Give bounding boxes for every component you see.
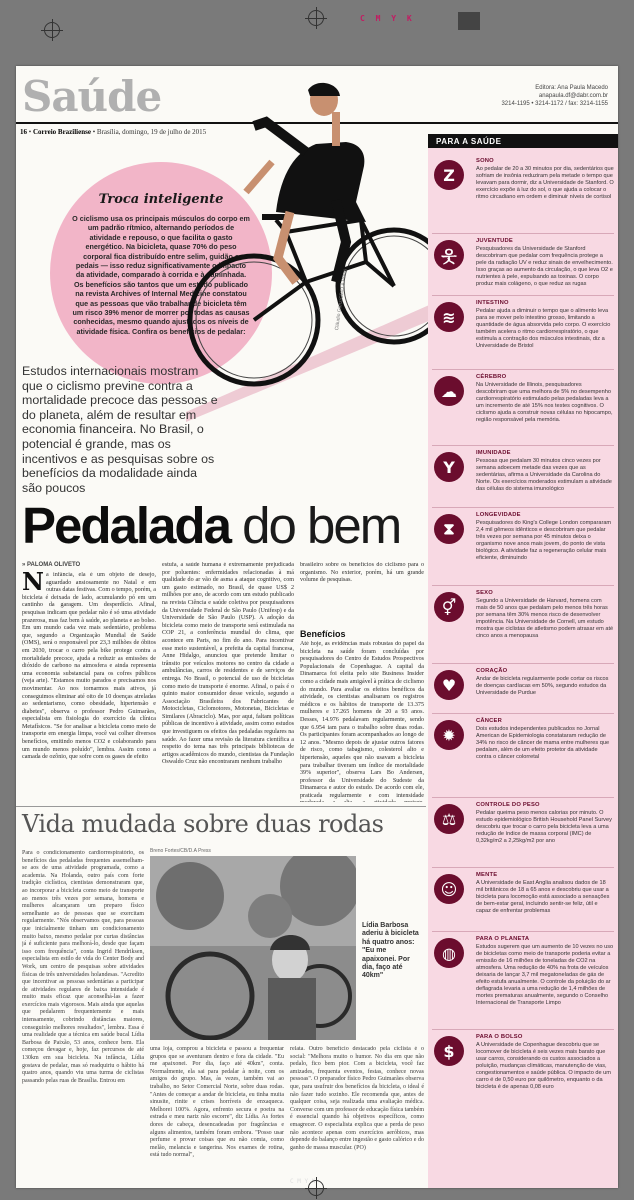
sidebar-item-text: Estudos sugerem que um aumento de 10 vezes no uso de bicicletas como meio de transporte poderia evitar a emissão de 16 milhões de toneladas de CO2 na atmosfera. Uma redução de 40% na frota de veículos deixaria de lançar 3,7 mil megatoneladas de gás de efeito estufa anualmente. O controle da poluição do ar deflagrada levaria a uma redução de 1,4 milhões de mortes prematuras anualmente, segundo o Conselho Internacional de Transporte Limpo: [476, 944, 614, 1006]
sidebar-item-title: SONO: [476, 158, 494, 164]
bottom-column-1: Para o condicionamento cardiorrespiratório, os benefícios das pedaladas frequentes assemelham-se aos de uma atividade programada, como a academia. Na Holanda, outro país com forte tradição ciclística, cientistas demonstraram que, ao incorporar a bicicleta como meio de transporte ao menos três vezes por semana, homens e mulheres alcançaram um preparo físico semelhante ao de pessoas que se exercitam regularmente. "Nós observamos que, para pessoas que inicialmente tinham um condicionamento muito baixo, mesmo pedalar por curtas distâncias já é suficiente para melhorá-lo, desde que façam isso com frequência", conta Ingrid Hendriksen, especialista em estilo de vida do Center Body and Work, um centro de pesquisas sobre atividades físicas de três universidades holandesas. "Acredito que incentivar as pessoas sedentárias a participar de atividades regulares de baixa intensidade é muito mais eficaz que aconselhá-las a fazer exercícios mais vigorosos. Mais ainda que aquelas que pedalarem frequentemente e mais intensamente, cobrindo distâncias maiores, conseguirão melhores resultados", lembra. Essa é uma realidade que a técnica em saúde bucal Lídia Barbosa de Paixão, 53 anos, conhece bem. Ela começou devagar e, hoje, faz percursos de até 130km em sua bicicleta. Na infância, Lídia gostava de pedalar, mas só readquiriu o hábito há quatro anos, quando viu uma turma de ciclistas passando pelas ruas de Brasília. Entrou em: [22, 850, 144, 1084]
sleep-icon: Z: [434, 160, 464, 190]
editor-name: Editora: Ana Paula Macedo: [535, 85, 608, 91]
headline-bold: Pedalada: [22, 497, 230, 554]
registration-mark-icon: [44, 22, 60, 38]
cyclist-photo: [150, 856, 356, 1040]
cmyk-mark: C M Y K: [360, 14, 415, 23]
body-column-3b: Até hoje, as evidências mais robustas do papel da bicicleta na saúde foram concluídas por pesquisadores do Centro de Estudos Prospectivos Populacionais de Copenhague. A capital da Dinamarca foi eleita pelo site Business Insider como a cidade mais amigável à prática de ciclismo do mundo. Para avaliar os efeitos benéficos da atividade, os cientistas analisaram os registros médicos e os hábitos de transporte de 13.375 mulheres e 17.265 homens de 20 a 93 anos. Desses, 14.976 pedalavam regularmente, sendo que 6.954 iam para o trabalho sobre duas rodas. Os participantes foram acompanhados ao longo de 12 anos. "Mesmo depois de ajustar outros fatores de risco, como tabagismo, colesterol alto e hipertensão, aqueles que não usavam a bicicleta para trabalhar tiveram um índice de mortalidade 39% superior", observa Lars Bo Andersen, professor da Universidade do Sudeste da Dinamarca e autor do estudo. De acordo com ele, praticada regularmente e com intensidade: [300, 641, 424, 799]
photo-credit: Breno Fortes/CB/D.A Press: [150, 848, 211, 854]
illustration-credit: Cláudio Ganz/CB/D.A Press: [334, 268, 349, 331]
sidebar-item-text: Pedalar queima peso menos calorias por minuto. O estudo epidemiológico British Household Panel Survey descobriu que trocar o carro pela bicicleta leva a uma redução de índice de massa corporal (IMC) de 0,32kg/m2 a 2,25kg/m2 por ano: [476, 810, 612, 844]
page-number: 16: [20, 128, 27, 136]
hourglass-icon: ⧗: [434, 514, 464, 544]
sidebar-item-title: INTESTINO: [476, 300, 509, 306]
bottom-column-2: uma loja, comprou a bicicleta e passou a frequentar grupos que se aventuram dentro e fora da cidade. "Eu me apaixonei. Por dia, faço até 40km", conta. Normalmente, ela sai para pedalar à noite, com os amigos do grupo. Mas, às vezes, também vai ao trabalho, no Setor Comercial Norte, sobre duas rodas. "Antes de começar a andar de bicicleta, eu tinha muita sinusite, rinite e crises horríveis de enxaqueca. Melhorei 100%. Agora, enfrento secura e poeira na estrada e meu nariz não escorre", diz Lídia. As fortes dores de cabeça, desencadeadas por fragrâncias e alguns alimentos, também foram embora. "Posso usar perfume e provar coisas que eu não comia, como melão, melancia e tangerina. Nos exames de rotina, está tudo normal",: [150, 1046, 284, 1159]
sidebar-item-title: PARA O BOLSO: [476, 1034, 523, 1040]
bottom-column-3: relata. Outro benefício destacado pela ciclista é o social: "Melhora muito o humor. No dia em que não pedalo, fico bem pior. Com a bicicleta, você faz amizades, frequenta eventos, festas, conhece novas pessoas". O preparador físico Pedro Guimarães observa que, para usufruir dos benefícios da bicicleta, o ideal é não fazer tudo sozinho. Ele recomenda que, antes de qualquer coisa, seja realizada uma avaliação médica. Converse com um professor de educação física também é essencial quando há objetivos específicos, como emagrecer. O especialista explica que a perda de peso não acontece apenas com exercícios aeróbicos, mas depende do balanço entre ingestão e gasto calórico e do ganho de massa muscular. (PO): [290, 1046, 424, 1151]
brain-icon: ☁: [434, 376, 464, 406]
heart-icon: ♥: [434, 670, 464, 700]
circle-title: Troca inteligente: [98, 192, 224, 207]
antibody-icon: Y: [434, 452, 464, 482]
editor-info: [501, 84, 608, 108]
sidebar-item-title: MENTE: [476, 872, 498, 878]
intestine-icon: ≋: [434, 302, 464, 332]
sidebar-item-title: CÉREBRO: [476, 374, 507, 380]
photo-image: [150, 856, 356, 1040]
byline: » PALOMA OLIVETO: [22, 562, 81, 568]
sidebar-divider: [432, 931, 614, 932]
column-text: a infância, ela é um objeto de desejo, aguardado ansiosamente no Natal e em outras datas festivas. Com o tempo, porém, a bicicleta é deixada de lado, acumulando pó em um cantinho da garagem. Um desperdício. Afinal, pesquisas indicam que pedalar não é só uma atividade prazerosa, mas faz bem à saúde, ao planeta e ao bolso. Em um mundo cada vez mais sedentário, problema que, segundo a Organização Mundial de Saúde (OMS), será o responsável por 23,3 milhões de óbitos em 2030, trocar o carro pela bike protege contra a mortalidade precoce, ajuda a reduzir as emissões de dióxido de carbono na atmosfera e ainda representa uma economia substancial para os cofres públicos (veja arte). "Estamos muito parados e precisamos nos movimentar. Ao nos tornarmos mais ativos, já conseguimos eliminar até oito de 10 doenças atreladas ao sedentarismo, como obesidade, hipertensão e diabetes", observa o professor Pedro Guimarães, especialista em fisiologia do exercício da clínica Metafísicos. "Se for analisar a bicicleta como meio de transporte em energia limpa, você vai colher diversos benefícios, emitindo menos CO2 e colaborando para um mundo menos poluído", lembra. Assim como a camada de ozônio, que sofre com os gases de efeito: [22, 572, 156, 761]
sidebar-divider: [432, 867, 614, 868]
cyclist-illustration: [186, 82, 436, 422]
scale-icon: ⚖: [434, 804, 464, 834]
footer-cmyk-mark: C M Y K: [290, 1178, 316, 1185]
editor-email: anapaula.df@dabr.com.br: [538, 93, 608, 99]
page-header: 16 • Correio Braziliense • Brasília, domingo, 19 de julho de 2015: [20, 128, 207, 136]
sidebar-divider: [432, 233, 614, 234]
drop-cap: N: [22, 572, 44, 596]
editor-phones: 3214-1195 • 3214-1172 / fax: 3214-1155: [501, 101, 608, 107]
person-icon: 웃: [434, 240, 464, 270]
newspaper-name: Correio Braziliense: [32, 128, 91, 136]
sidebar-divider: [432, 585, 614, 586]
subhead: Benefícios: [300, 629, 346, 639]
sidebar-item-title: IMUNIDADE: [476, 450, 511, 456]
color-swatch: [458, 12, 480, 30]
section-title: Saúde: [22, 72, 162, 121]
sidebar-item-title: JUVENTUDE: [476, 238, 513, 244]
sidebar-item-title: CONTROLE DO PESO: [476, 802, 540, 808]
sidebar-divider: [432, 295, 614, 296]
sidebar-item-text: A Universidade de Copenhague descobriu que se locomover de bicicleta é seis vezes mais barato que usar carros, considerando os custos associados a poluição, mudanças climáticas, manutenção de vias, congestionamentos e saúde pública. O impacto de um carro é de 0,50 euro por quilômetro, enquanto o da bicicleta é de apenas 0,08 euro: [476, 1042, 611, 1090]
bottom-story-title: Vida mudada sobre duas rodas: [22, 810, 384, 838]
headline-light: do bem: [229, 497, 401, 554]
body-column-1: [22, 572, 156, 802]
sidebar-item-title: LONGEVIDADE: [476, 512, 521, 518]
sidebar-item-text: Pesquisadores do King's College London compararam 2,4 mil gêmeos idênticos e descobriram que pedalar três vezes por semana por 45 minutos deixa o organismo nove anos mais jovem, do ponto de vista biológico. A atividade faz a regeneração celular mais eficiente, diminuindo: [476, 520, 612, 561]
dateline: Brasília, domingo, 19 de julho de 2015: [96, 128, 207, 136]
registration-mark-icon: [308, 10, 324, 26]
headline: [22, 496, 400, 555]
sidebar-item-text: Pessoas que pedalam 30 minutos cinco vezes por semana adoecem metade das vezes que as sedentárias, afirma a Universidade da Carolina do Norte. Os exercícios moderados estimulam a atividade das células do sistema imunológico: [476, 458, 612, 492]
lede: Estudos internacionais mostram que o ciclismo previne contra a mortalidade precoce das pessoas e do planeta, além de resultar em economia financeira. No Brasil, o potencial é grande, mas os incentivos e as pesquisas sobre os benefícios da modalidade ainda são poucos: [22, 364, 218, 495]
sidebar-divider: [432, 369, 614, 370]
section-divider: [16, 806, 426, 807]
virus-icon: ✹: [434, 720, 464, 750]
sidebar-item-text: A Universidade de East Anglia analisou dados de 18 mil britânicos de 18 a 65 anos e descobriu que usar a bicicleta para locomoção está associado a sensações de bem-estar geral, incluindo sentir-se feliz, útil e capaz de enfrentar problemas: [476, 880, 610, 914]
globe-icon: ◍: [434, 938, 464, 968]
sidebar-divider: [432, 445, 614, 446]
sidebar-item-text: Pesquisadores da Universidade de Stanford descobriram que pedalar com frequência protege a pele da radiação UV e reduz sinais de envelhecimento. Isso graças ao aumento da circulação, o que leva O2 e nutrientes à pele, expulsando as toxinas. O corpo produz mais colágeno, o que reduz as rugas: [476, 246, 613, 287]
smile-icon: ☺: [434, 874, 464, 904]
health-sidebar: [428, 134, 618, 1188]
money-icon: $: [434, 1036, 464, 1066]
sidebar-item-text: Ao pedalar de 20 a 30 minutos por dia, sedentários que sofriam de insônia reduziram pela metade o tempo que levavam para dormir, diz a Universidade de Stanford. O exercício expõe à luz do sol, o que ajuda a colocar o ritmo circadiano em ordem e diminuir níveis de cortisol: [476, 166, 614, 200]
sidebar-item-text: Dois estudos independentes publicados no Jornal American de Epidemiologia constataram redução de 34% no risco de câncer de mama entre mulheres que pedalam, além de um efeito protetor da atividade contra o câncer colorretal: [476, 726, 610, 760]
photo-caption: Lídia Barbosa aderiu à bicicleta há quatro anos: "Eu me apaixonei. Por dia, faço até 40km": [362, 922, 419, 980]
sidebar-item-text: Pedalar ajuda a diminuir o tempo que o alimento leva para se mover pelo intestino grosso, limitando a quantidade de água absorvida pelo corpo. O exercício também acelera o ritmo cardiorrespiratório, o que estimula a contração dos músculos intestinais, diz a Universidade de Bristol: [476, 308, 611, 349]
registration-mark-icon: [308, 1180, 324, 1196]
sidebar-item-title: CORAÇÃO: [476, 668, 508, 674]
circle-text: O ciclismo usa os principais músculos do corpo em um padrão rítmico, alternando períodos de atividade e repouso, o que facilita o gasto energético. Na bicicleta, quase 70% do peso corporal fica distribuído entre selim, guidão e pedais — isso reduz significativamente o impacto da atividade, comparado à corrida e à caminhada. Os benefícios são tantos que um estudo publicado na revista Archives of Internal Medicine constatou que as pessoas que vão trabalhar de bicicleta têm um risco 39% menor de morrer por todas as causas conhecidas, mesmo quando ajustados os níveis de atividade física. Confira os benefícios de pedalar:: [72, 214, 250, 336]
sidebar-item-text: Na Universidade de Illinois, pesquisadores descobriram que uma melhora de 5% no desempenho cardiorrespiratório estimulado pelas pedaladas leva a um incremento de até 15% nos testes cognitivos. O ciclismo ajuda a construir novas células no hipocampo, região responsável pela memória.: [476, 382, 613, 423]
sidebar-item-title: PARA O PLANETA: [476, 936, 530, 942]
sidebar-item-title: SEXO: [476, 590, 493, 596]
body-column-3a: brasileiro sobre os benefícios do ciclismo para o organismo. No exterior, porém, há um grande volume de pesquisas.: [300, 562, 424, 584]
sidebar-divider: [432, 663, 614, 664]
sidebar-item-title: CÂNCER: [476, 718, 502, 724]
body-column-2: estufa, a saúde humana é extremamente prejudicada por poluentes: enfermidades relacionadas à má qualidade do ar vão de asma a ataque cognitivo, com um gasto estimado, no Brasil, de quase US$ 2 milhões por ano, de acordo com um estudo publicado na revista Ciência e saúde coletiva por pesquisadores da Universidade Federal de São Paulo (Unifesp) e da Universidade de São Paulo (USP). A adoção da bicicleta como meio de transporte será estimulada na COP 21, a conferência mundial do clima, que acontece em Paris, no fim do ano. Para incentivar esse meio sustentável, a prefeita da capital francesa, Anne Hidalgo, anunciou que pretende limitar o trânsito por veículos motores no centro da cidade a ambulâncias, carros de residentes e de serviços de entrega. No Brasil, o potencial de uso de bicicletas como meio de transporte é enorme. Afinal, o país é o quinto maior consumidor desse veículo, segundo a Associação Brasileira dos Fabricantes de Motocicletas, Ciclomotores, Motonetas, Bicicletas e Similares (Abraciclo). Mas, por aqui, faltam políticas públicas de incentivo à atividade, assim como estudos que investiguem os efeitos das pedaladas regulares na saúde. Ao fazer uma revisão da literatura científica a respeito do tema nas três principais bibliotecas de artigos acadêmicos do mundo, cientistas da Fundação Oswaldo Cruz não encontraram nenhum trabalho: [162, 562, 294, 766]
sidebar-divider: [432, 713, 614, 714]
sidebar-divider: [432, 507, 614, 508]
newspaper-page: [16, 66, 618, 1188]
gender-icon: ⚥: [434, 592, 464, 622]
sidebar-item-text: Segundo a Universidade de Harvard, homens com mais de 50 anos que pedalam pelo menos três horas por semana têm 30% menos risco de desenvolver impotência. Na Universidade de Cornell, um estudo mostra que ciclistas de atletismo podem atrasar em até cinco anos a menopausa: [476, 598, 614, 639]
sidebar-heading: PARA A SAÚDE: [428, 134, 618, 148]
sidebar-item-text: Andar de bicicleta regularmente pode cortar os riscos de doenças cardíacas em 50%, segundo estudos da Universidade de Purdue: [476, 676, 609, 696]
sidebar-divider: [432, 797, 614, 798]
sidebar-divider: [432, 1029, 614, 1030]
